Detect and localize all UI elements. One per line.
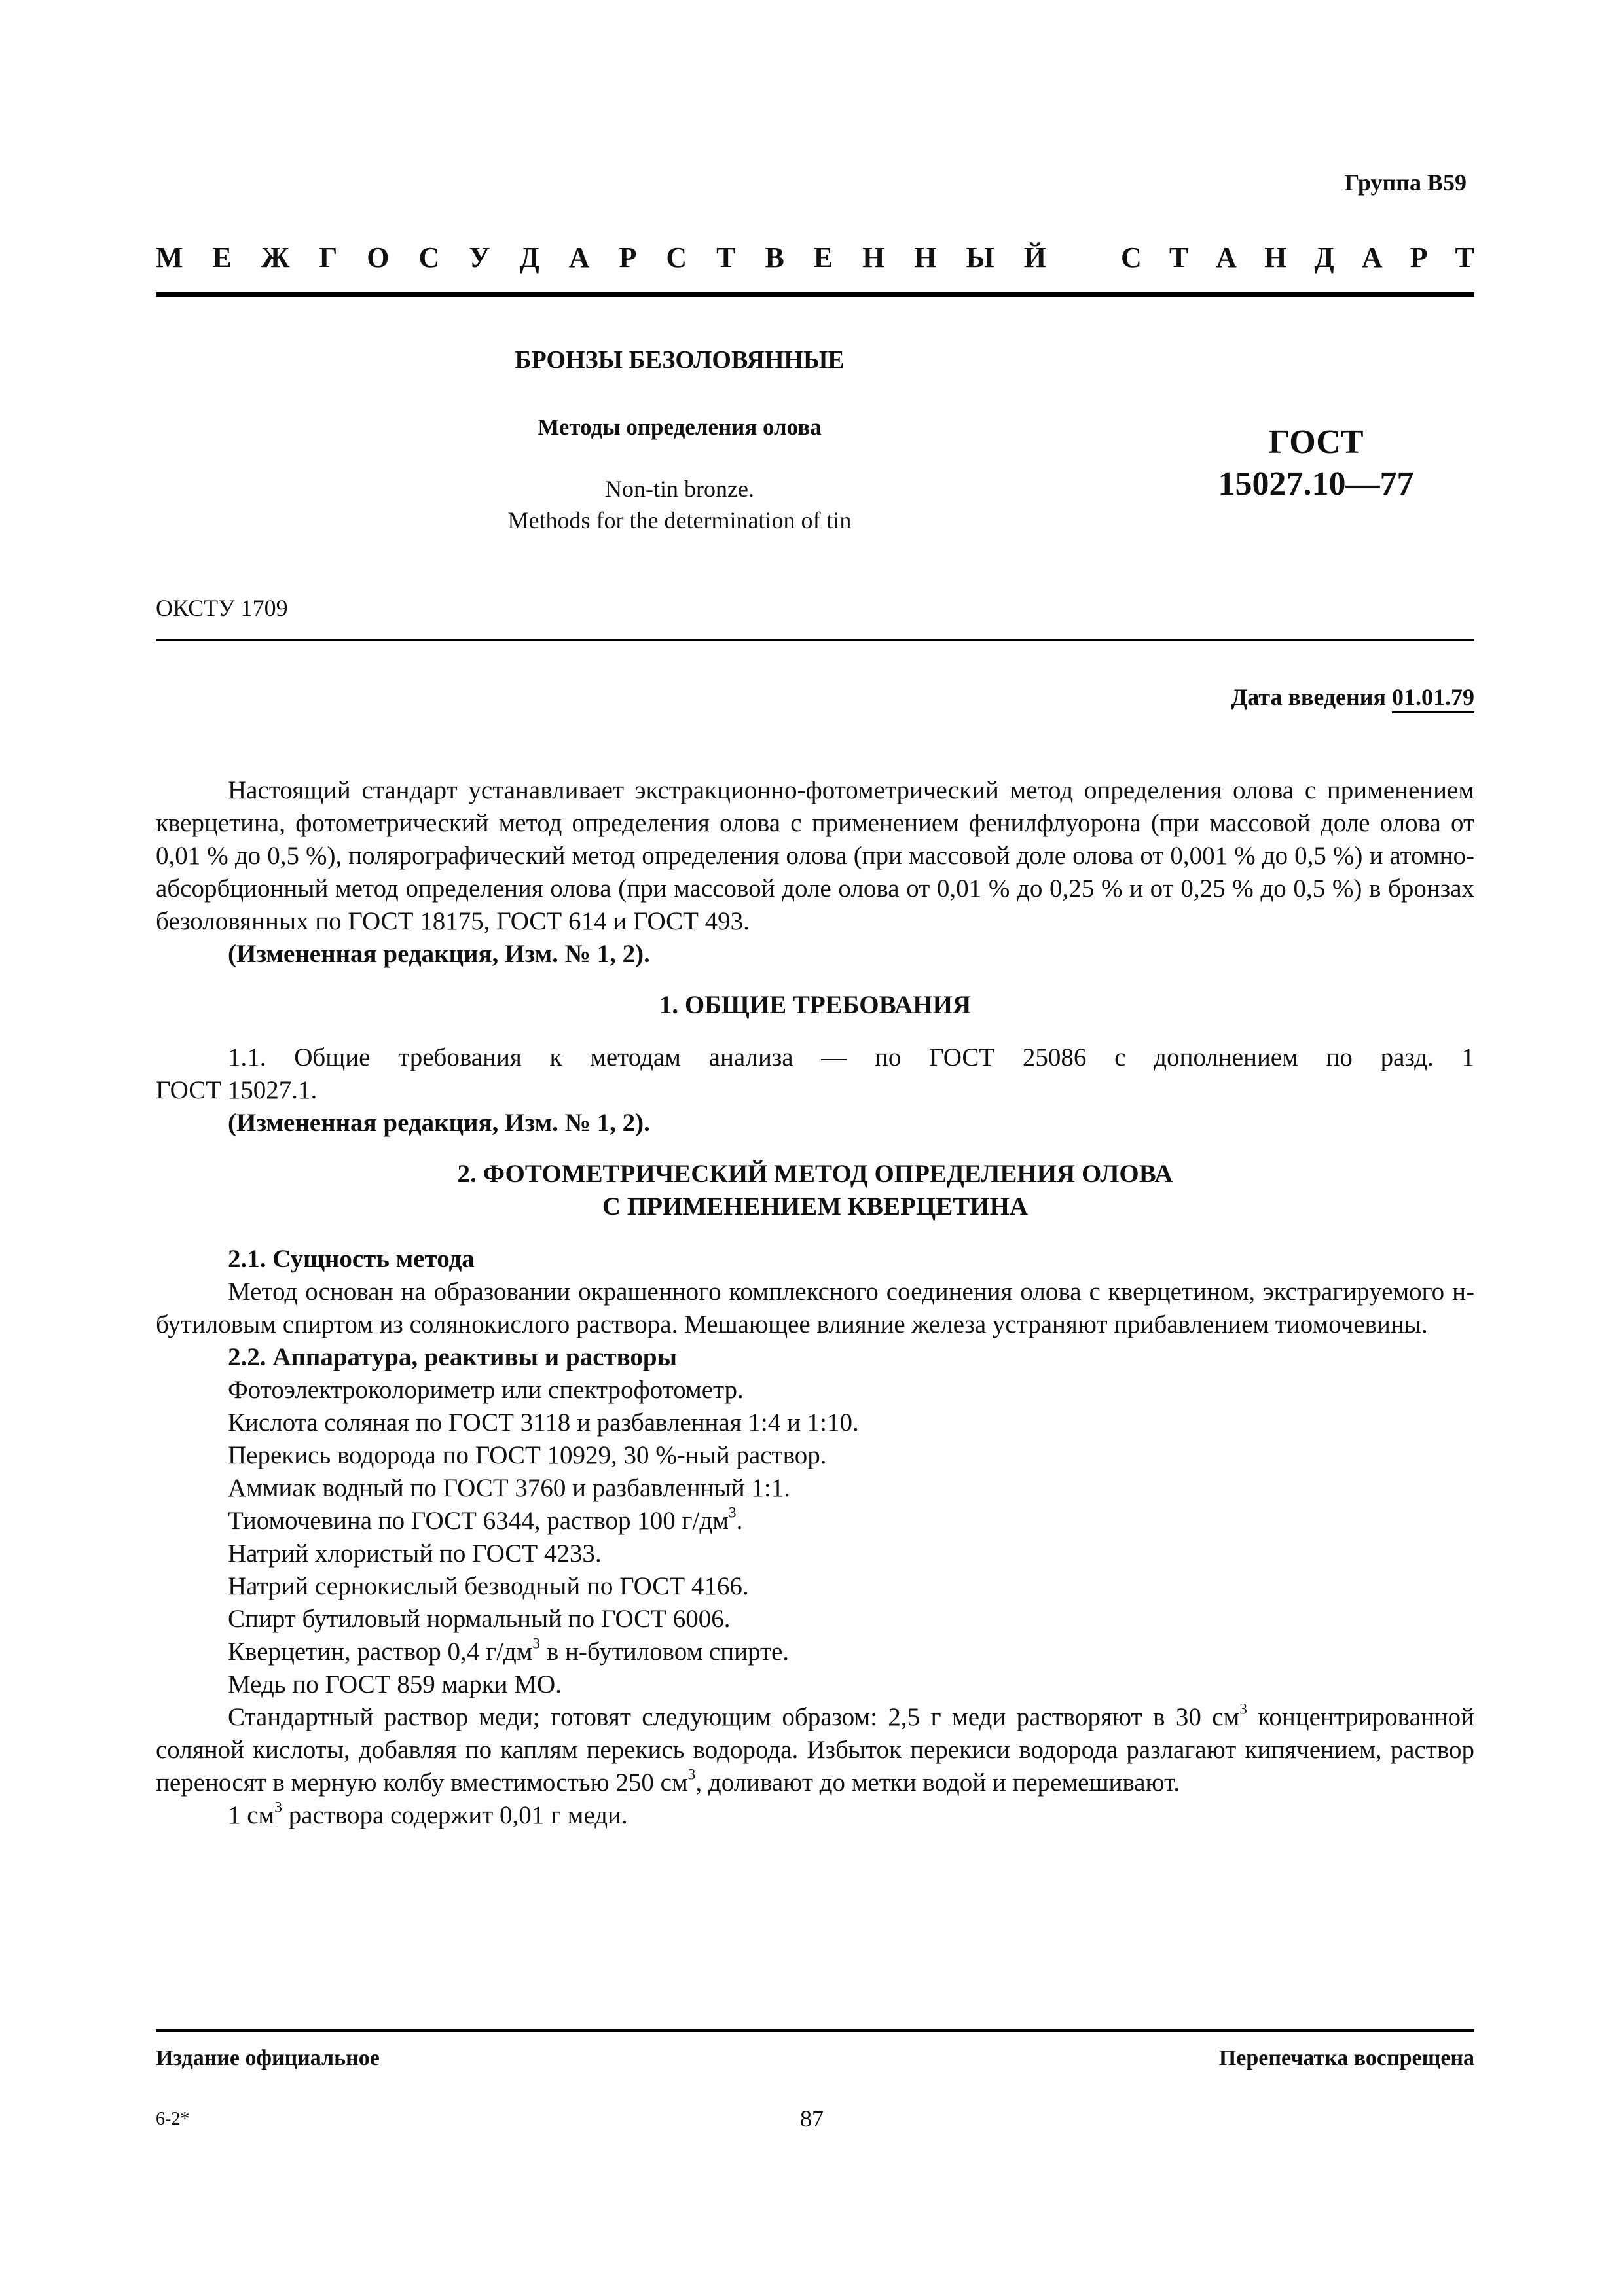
banner-letter: Ж bbox=[261, 242, 290, 274]
banner-interstate bbox=[156, 241, 1046, 274]
reagent-item-copper: Медь по ГОСТ 859 марки МО. bbox=[228, 1670, 562, 1698]
section1-amendment-note: (Измененная редакция, Изм. № 1, 2). bbox=[228, 1109, 650, 1137]
banner-letter: С bbox=[1121, 242, 1142, 274]
reagent-item: Натрий хлористый по ГОСТ 4233. bbox=[228, 1539, 602, 1568]
banner-letter: У bbox=[469, 242, 490, 274]
gost-number: 15027.10—77 bbox=[1218, 465, 1414, 503]
reagent-item: Аммиак водный по ГОСТ 3760 и разбавленный 1:1. bbox=[228, 1474, 790, 1502]
banner-letter: Т bbox=[716, 242, 736, 274]
concentration-note: 1 $см^3$ раствора содержит 0,01 г меди. bbox=[228, 1799, 628, 1829]
banner-letter: Т bbox=[1455, 242, 1474, 274]
banner-letter: Н bbox=[914, 242, 937, 274]
intro-amendment-note: (Измененная редакция, Изм. № 1, 2). bbox=[228, 940, 650, 968]
reagent-item: Фотоэлектроколориметр или спектрофотометр. bbox=[228, 1376, 744, 1404]
english-title bbox=[221, 473, 1138, 536]
standard-solution-paragraph: Стандартный раствор меди; готовят следующим образом: 2,5 г меди растворяют в 30 $см^3$ концентрированной соляной кислоты, добавляя по каплям перекись водорода. Избыток перекиси водорода разлагают кипячением, раствор переносят в мерную колбу вместимостью 250 $см^3$, доливают до метки водой и перемешивают. bbox=[156, 1700, 1474, 1797]
banner-letter: Г bbox=[319, 242, 338, 274]
banner-letter: Р bbox=[619, 242, 637, 274]
introduction-date-value: 01.01.79 bbox=[1392, 684, 1474, 713]
banner-letter: А bbox=[568, 242, 590, 274]
banner-letter: С bbox=[666, 242, 687, 274]
introduction-date-label: Дата введения bbox=[1231, 684, 1392, 710]
reagent-item: Натрий сернокислый безводный по ГОСТ 4166. bbox=[228, 1572, 749, 1600]
section1-heading: 1. ОБЩИЕ ТРЕБОВАНИЯ bbox=[659, 991, 972, 1019]
document-subtitle: Методы определения олова bbox=[538, 414, 822, 440]
okstu-code: ОКСТУ 1709 bbox=[156, 595, 288, 621]
reprint-prohibited: Перепечатка воспрещена bbox=[1218, 2046, 1474, 2070]
reagent-item-thiourea: Тиомочевина по ГОСТ 6344, раствор 100 $г/дм^3$. bbox=[228, 1504, 743, 1535]
official-edition: Издание официальное bbox=[156, 2046, 380, 2070]
document-title: БРОНЗЫ БЕЗОЛОВЯННЫЕ bbox=[515, 346, 845, 374]
banner-letter: О bbox=[367, 242, 390, 274]
reagent-item: Перекись водорода по ГОСТ 10929, 30 %-ный раствор. bbox=[228, 1441, 827, 1469]
gost-label: ГОСТ bbox=[1268, 423, 1364, 461]
subsection-2-2-title: 2.2. Аппаратура, реактивы и растворы bbox=[228, 1343, 678, 1371]
english-title-line1: Non-tin bronze. bbox=[605, 476, 754, 502]
banner-letter: В bbox=[765, 242, 784, 274]
gost-designation bbox=[1178, 422, 1453, 505]
reagent-item: Кислота соляная по ГОСТ 3118 и разбавленная 1:4 и 1:10. bbox=[228, 1408, 859, 1437]
section1-paragraph-line1: 1.1. Общие требования к методам анализа — по ГОСТ 25086 с дополнением по разд. 1 bbox=[228, 1043, 1474, 1071]
intro-paragraph: Настоящий стандарт устанавливает экстракционно-фотометрический метод определения олова с применением кверцетина, фотометрический метод определения олова с применением фенилфлуорона (при массовой доле олова от 0,01 % до 0,5 %), полярографический метод определения олова (при массовой доле олова от 0,001 % до 0,5 %) и атомно-абсорбционный метод определения олова (при массовой доле олова от 0,01 % до 0,25 % и от 0,25 % до 0,5 %) в бронзах безоловянных по ГОСТ 18175, ГОСТ 614 и ГОСТ 493. bbox=[156, 776, 1474, 935]
reagent-item: Спирт бутиловый нормальный по ГОСТ 6006. bbox=[228, 1605, 731, 1633]
page-number: 87 bbox=[800, 2106, 824, 2132]
banner-standard bbox=[1121, 241, 1474, 274]
banner-letter: Ы bbox=[966, 242, 994, 274]
footer-rule bbox=[156, 2029, 1474, 2032]
banner-letter: Н bbox=[862, 242, 885, 274]
section2-heading-line2: С ПРИМЕНЕНИЕМ КВЕРЦЕТИНА bbox=[602, 1193, 1029, 1221]
section2-heading bbox=[156, 1158, 1474, 1223]
section2-heading-line1: 2. ФОТОМЕТРИЧЕСКИЙ МЕТОД ОПРЕДЕЛЕНИЯ ОЛОВА bbox=[457, 1160, 1173, 1188]
print-code: 6-2* bbox=[156, 2109, 190, 2129]
banner-letter: Д bbox=[1314, 242, 1334, 274]
banner-letter: Е bbox=[212, 242, 232, 274]
banner-letter: М bbox=[156, 242, 183, 274]
okstu-rule bbox=[156, 639, 1474, 641]
banner-letter: Р bbox=[1410, 242, 1428, 274]
banner-letter: С bbox=[418, 242, 440, 274]
subsection-2-1-text: Метод основан на образовании окрашенного комплексного соединения олова с кверцетином, экстрагируемого н-бутиловым спиртом из солянокислого раствора. Мешающее влияние железа устраняют прибавлением тиомочевины. bbox=[156, 1278, 1474, 1338]
introduction-date bbox=[982, 683, 1474, 711]
banner-letter: А bbox=[1216, 242, 1237, 274]
header-rule bbox=[156, 292, 1474, 297]
english-title-line2: Methods for the determination of tin bbox=[507, 507, 852, 533]
banner-letter: Д bbox=[519, 242, 539, 274]
section1-paragraph-line2: ГОСТ 15027.1. bbox=[156, 1076, 318, 1104]
body-text bbox=[156, 774, 1474, 1832]
banner-letter: Е bbox=[813, 242, 833, 274]
banner-letter: А bbox=[1361, 242, 1383, 274]
subsection-2-1-title: 2.1. Сущность метода bbox=[228, 1245, 475, 1273]
banner-letter: Й bbox=[1023, 242, 1046, 274]
banner-letter: Н bbox=[1264, 242, 1287, 274]
group-code: Группа В59 bbox=[1344, 170, 1467, 196]
banner-letter: Т bbox=[1169, 242, 1189, 274]
reagent-item-quercetin: Кверцетин, раствор 0,4 $г/дм^3$ в н-бутиловом спирте. bbox=[228, 1635, 790, 1666]
